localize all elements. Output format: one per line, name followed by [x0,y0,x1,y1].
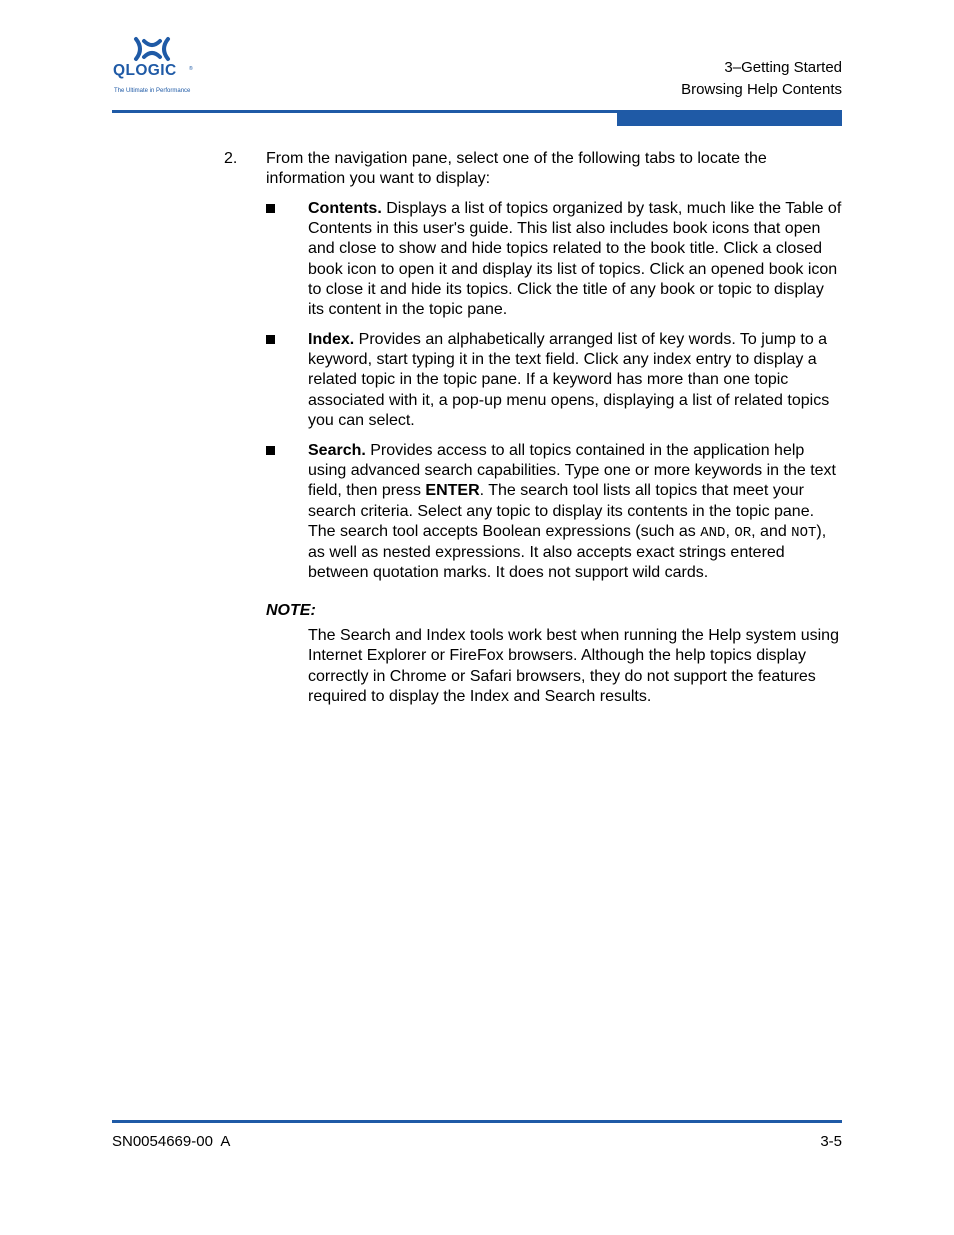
note-text: The Search and Index tools work best when running the Help system using Internet Explorer or FireFox browsers. Although the help topics display correctly in Chrome or Safari browsers, they do not support the features required to display the Index and Search results. [308,627,839,705]
enter-key-label: ENTER [425,482,480,500]
bullet-search-body-2: . The search tool lists all topics that meet your search criteria. Select any topic to display its contents in the topic pane. The search tool accepts Boolean expressions (such as [308,482,815,540]
bullet-index-title: Index. [308,331,355,348]
bullet-search-text [308,441,842,583]
footer-page-number: 3-5 [820,1133,842,1150]
bullet-search-body-1: Provides access to all topics contained in the application help using advanced search capabilities. Type one or more keywords in the text field, then press [308,442,836,500]
note-label: NOTE: [266,602,316,619]
logo-registered-mark: ® [189,66,193,72]
bullet-search-body-3: ), as well as nested expressions. It also accepts exact strings entered between quotation marks. It does not support wild cards. [308,522,827,582]
step-text: From the navigation pane, select one of the following tabs to locate the information you want to display: [266,150,767,188]
footer-doc-number: SN0054669-00 A [112,1133,231,1150]
qlogic-logo [112,36,194,98]
step-number: 2. [224,150,238,167]
bullet-index-body: Provides an alphabetically arranged list of key words. To jump to a keyword, start typing it in the text field. Click any index entry to display a related topic in the topic pane. If a keyword has more than one topic associated with it, a pop-up menu opens, displaying a list of related topics you can select. [308,331,830,429]
bullet-contents-body: Displays a list of topics organized by task, much like the Table of Contents in this user's guide. This list also includes book icons that open and close to show and hide topics related to the book title. Click a closed book icon to open it and display its list of topics. Click an opened book icon to close it and hide its topics. Click the title of any book or topic to display its content in the topic pane. [308,200,842,319]
header-accent-bar [617,110,842,126]
bullet-contents-text [308,199,842,320]
header-chapter: 3–Getting Started [724,59,842,76]
qlogic-emblem-icon [132,36,172,62]
square-bullet-icon [266,446,275,455]
operator-or: OR [734,524,752,541]
operator-and: AND [700,524,726,541]
header-section: Browsing Help Contents [681,81,842,98]
logo-tagline: The Ultimate in Performance [114,88,191,94]
running-header [681,57,842,101]
bullet-contents-title: Contents. [308,200,382,217]
operator-not: NOT [791,524,817,541]
square-bullet-icon [266,335,275,344]
footer-rule [112,1120,842,1123]
separator-2: , and [751,522,792,540]
bullet-index-text [308,330,842,431]
square-bullet-icon [266,204,275,213]
separator-1: , [725,522,735,540]
logo-wordmark: QLOGIC [113,62,177,79]
bullet-search-title: Search. [308,442,366,459]
